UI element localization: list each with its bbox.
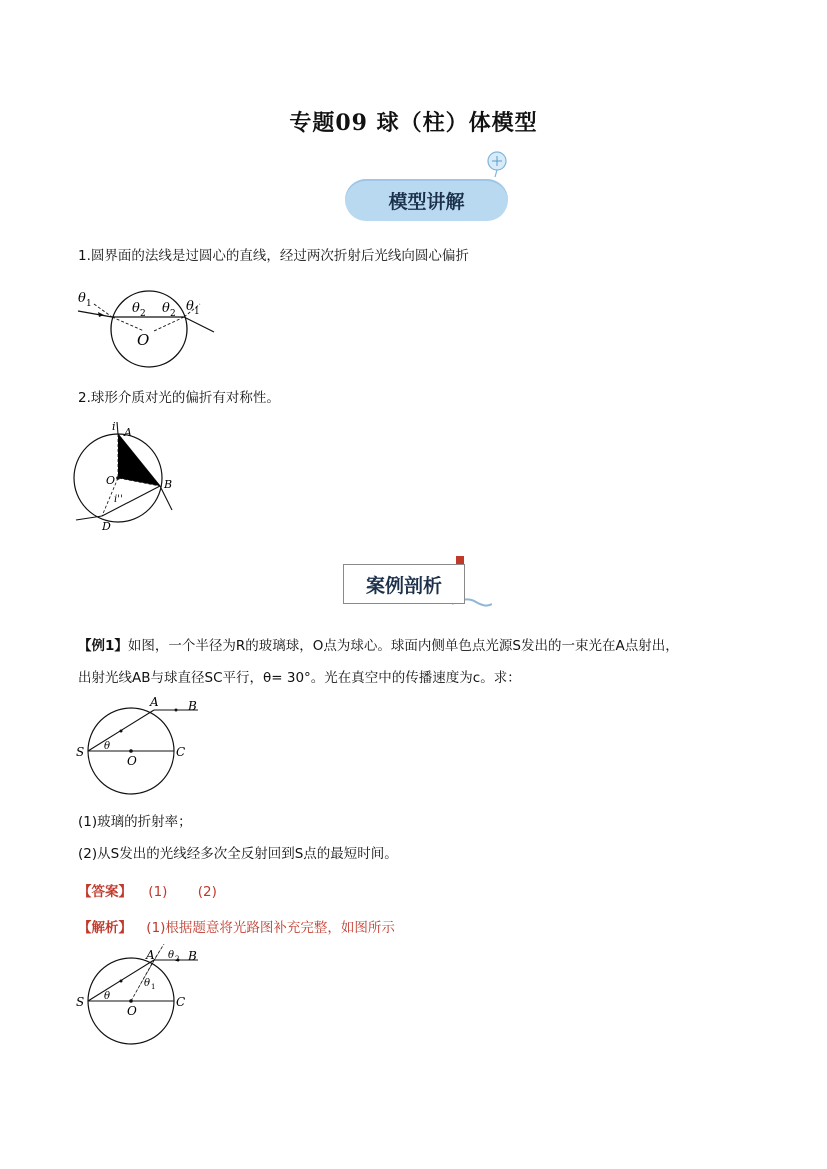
svg-text:θ: θ [168,950,175,961]
svg-text:θ: θ [162,301,170,316]
svg-text:i'': i'' [114,494,123,505]
svg-text:2: 2 [140,309,146,319]
svg-text:r: r [121,442,127,455]
figure-symmetry-circle [72,418,184,534]
incident-ray [78,311,112,317]
svg-text:A: A [150,696,159,709]
svg-text:S: S [76,995,85,1009]
example-line-1: 【例1】如图，一个半径为R的玻璃球，O点为球心。球面内侧单色点光源S发出的一束光在A点射出， [78,638,679,654]
svg-text:A: A [124,426,132,439]
svg-text:B: B [164,478,173,491]
svg-text:S: S [76,745,85,759]
svg-text:i: i [112,420,116,433]
svg-text:θ: θ [144,978,151,989]
exit-ray [184,317,214,332]
svg-text:θ: θ [104,991,111,1002]
example-tag: 【例1】 [78,638,128,654]
svg-text:D: D [102,520,111,533]
svg-text:O: O [127,754,137,768]
svg-text:1: 1 [194,307,200,317]
figure-refraction-circle [74,284,224,380]
svg-text:A: A [146,948,155,962]
svg-text:θ: θ [104,741,111,752]
point-1: 1.圆界面的法线是过圆心的直线，经过两次折射后光线向圆心偏折 [78,248,469,264]
svg-text:O: O [106,474,116,487]
svg-text:2: 2 [175,955,180,963]
figure-example-sphere [72,696,212,800]
svg-text:θ: θ [186,299,194,314]
svg-text:B: B [188,699,197,713]
svg-text:C: C [176,995,186,1009]
section-label-cases: 案例剖析 [343,564,465,604]
analysis-line: 【解析】 (1)根据题意将光路图补充完整，如图所示 [78,920,395,936]
svg-text:θ: θ [132,301,140,316]
example-line-2: 出射光线AB与球直径SC平行，θ= 30°。光在真空中的传播速度为c。求： [78,670,521,686]
svg-text:O: O [127,1004,137,1018]
point-2: 2.球形介质对光的偏折有对称性。 [78,390,280,406]
analysis-label: 【解析】 [78,920,132,936]
normal-lines [112,317,184,331]
decoration-icon [480,146,514,180]
question-1: (1)玻璃的折射率； [78,814,192,830]
answer-line: 【答案】 (1) (2) [78,884,217,900]
svg-text:B: B [188,949,197,963]
theta1-label: θ [78,291,86,306]
sphere-outline [111,291,187,367]
svg-text:C: C [176,745,186,759]
question-2: (2)从S发出的光线经多次全反射回到S点的最短时间。 [78,846,398,862]
svg-text:2: 2 [170,309,176,319]
svg-text:i': i' [136,472,142,483]
answer-label: 【答案】 [78,884,132,900]
svg-text:1: 1 [86,299,92,309]
section-label-model: 模型讲解 [345,179,508,221]
center-label: O [137,331,150,349]
page-title: 专题09 球（柱）体模型 [289,110,538,136]
svg-text:1: 1 [151,983,156,991]
figure-solution-sphere [72,944,212,1048]
